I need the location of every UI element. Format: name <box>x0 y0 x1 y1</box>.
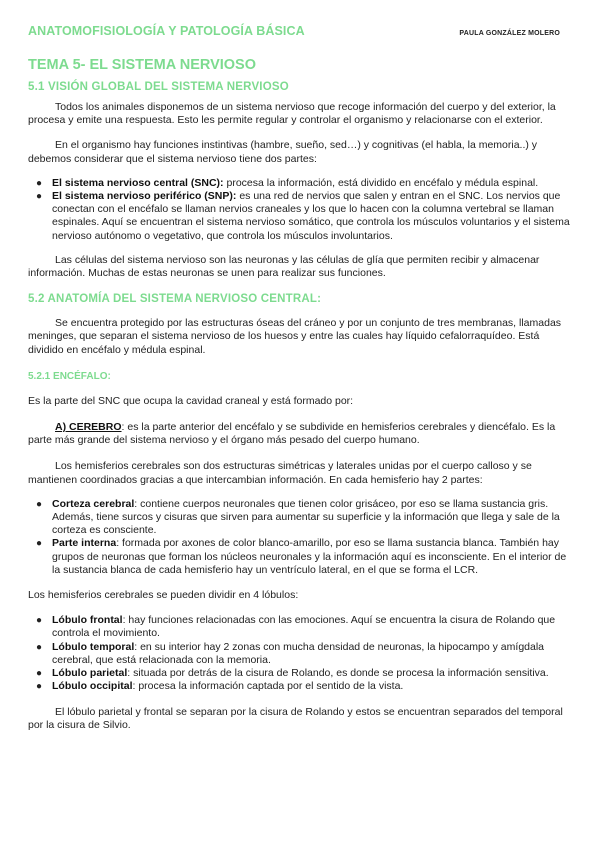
lobes-list <box>28 614 576 693</box>
topic-title: TEMA 5- EL SISTEMA NERVIOSO <box>28 57 257 73</box>
list-item-term: Lóbulo parietal <box>52 667 128 680</box>
list-item-text: : procesa la información captada por el sentido de la vista. <box>132 680 404 693</box>
paragraph: Es la parte del SNC que ocupa la cavidad craneal y está formado por: <box>28 394 354 407</box>
bullet-icon: ● <box>36 641 43 653</box>
paragraph: Todos los animales disponemos de un sistema nervioso que recoge información del cuerpo y del exterior, la procesa y emite una respuesta. Esto les permite regular y controlar el organismo y relacionarse con el exterior. <box>28 101 556 127</box>
list-item-term: Parte interna <box>52 537 117 550</box>
list-item-term: El sistema nervioso central (SNC): <box>52 176 224 189</box>
bullet-icon: ● <box>36 668 43 680</box>
section-5-2-1-heading: 5.2.1 ENCÉFALO: <box>28 370 111 382</box>
list-item-term: Lóbulo occipital <box>52 680 133 693</box>
cerebro-text: : es la parte anterior del encéfalo y se subdivide en hemisferios cerebrales y diencéfalo. Es la parte más grande del sistema nervioso y el órgano más pesado del cuerpo humano. <box>28 421 556 447</box>
paragraph: Las células del sistema nervioso son las neuronas y las células de glía que permiten recibir y almacenar información. Muchas de estas neuronas se unen para realizar sus funciones. <box>28 253 540 280</box>
bullet-icon: ● <box>36 615 43 627</box>
paragraph: Se encuentra protegido por las estructuras óseas del cráneo y por un conjunto de tres membranas, llamadas meninges, que separan el sistema nervioso de los huesos y entre las cuales hay líquido cefalorraquídeo. Está dividido en encéfalo y médula espinal. <box>28 317 562 356</box>
author-name: PAULA GONZÁLEZ MOLERO <box>459 30 560 37</box>
bullet-icon: ● <box>36 538 43 550</box>
bullet-icon: ● <box>36 191 43 203</box>
paragraph: Los hemisferios cerebrales son dos estructuras simétricas y laterales unidas por el cuerpo calloso y se mantienen coordinados gracias a que intercambian información. En cada hemisferio hay 2 partes: <box>28 460 532 486</box>
list-item <box>28 680 576 693</box>
bullet-icon: ● <box>36 177 43 189</box>
document-page <box>28 24 576 732</box>
cerebro-paragraph <box>28 421 576 447</box>
paragraph: El lóbulo parietal y frontal se separan por la cisura de Rolando y estos se encuentran separados del temporal por la cisura de Silvio. <box>28 705 563 731</box>
list-item <box>28 641 576 667</box>
list-item-text: procesa la información, está dividido en encéfalo y médula espinal. <box>223 176 539 189</box>
list-item-term: Corteza cerebral <box>52 497 135 510</box>
list-item-term: El sistema nervioso periférico (SNP): <box>52 190 237 203</box>
list-item-text: : situada por detrás de la cisura de Rolando, es donde se procesa la información sensitiva. <box>127 667 549 680</box>
hemisphere-parts-list <box>28 498 576 577</box>
page-header <box>28 24 576 50</box>
list-item-text: es una red de nervios que salen y entran en el SNC. Los nervios que conectan con el encéfalo se llaman nervios craneales y los que lo hacen con la columna vertebral se llaman espinales. Aquí se encuentran el sistema nervioso somático, que controla los músculos voluntarios y el sistema nervioso autónomo o vegetativo, que controla los músculos involuntarios. <box>52 190 570 242</box>
list-item-text: : formada por axones de color blanco-amarillo, por eso se llama sustancia blanca. También hay grupos de neuronas que forman los núcleos neuronales y la información aquí es inconsciente. En el interior de la sustancia blanca de cada hemisferio hay un ventrículo lateral, en el que se forma el LCR. <box>52 537 567 576</box>
cerebro-label: A) CEREBRO <box>55 421 122 434</box>
section-5-1-heading: 5.1 VISIÓN GLOBAL DEL SISTEMA NERVIOSO <box>28 81 289 93</box>
list-item-text: : hay funciones relacionadas con las emociones. Aquí se encuentra la cisura de Rolando que controla el movimiento. <box>52 614 556 640</box>
subject-title: ANATOMOFISIOLOGÍA Y PATOLOGÍA BÁSICA <box>28 24 305 38</box>
list-item <box>28 190 576 243</box>
bullet-icon: ● <box>36 681 43 693</box>
paragraph: En el organismo hay funciones instintivas (hambre, sueño, sed…) y cognitivas (el habla, la memoria..) y debemos considerar que el sistema nervioso tiene dos partes: <box>28 139 538 165</box>
bullet-icon: ● <box>36 498 43 510</box>
section-5-2-heading: 5.2 ANATOMÍA DEL SISTEMA NERVIOSO CENTRAL: <box>28 293 322 306</box>
list-item <box>28 177 576 190</box>
list-item <box>28 667 576 680</box>
list-item <box>28 614 576 640</box>
list-item <box>28 537 576 577</box>
nervous-system-parts-list <box>28 177 576 243</box>
list-item-text: : contiene cuerpos neuronales que tienen color grisáceo, por eso se llama sustancia gris. Además, tiene surcos y cisuras que sirven para aumentar su superficie y la información que llega y sale de la corteza es consciente. <box>52 497 560 537</box>
list-item-term: Lóbulo temporal <box>52 640 135 653</box>
list-item <box>28 498 576 538</box>
paragraph: Los hemisferios cerebrales se pueden dividir en 4 lóbulos: <box>28 589 299 602</box>
list-item-term: Lóbulo frontal <box>52 614 123 627</box>
list-item-text: : en su interior hay 2 zonas con mucha densidad de neuronas, la hipocampo y amígdala cerebral, que está relacionada con la memoria. <box>52 640 545 666</box>
